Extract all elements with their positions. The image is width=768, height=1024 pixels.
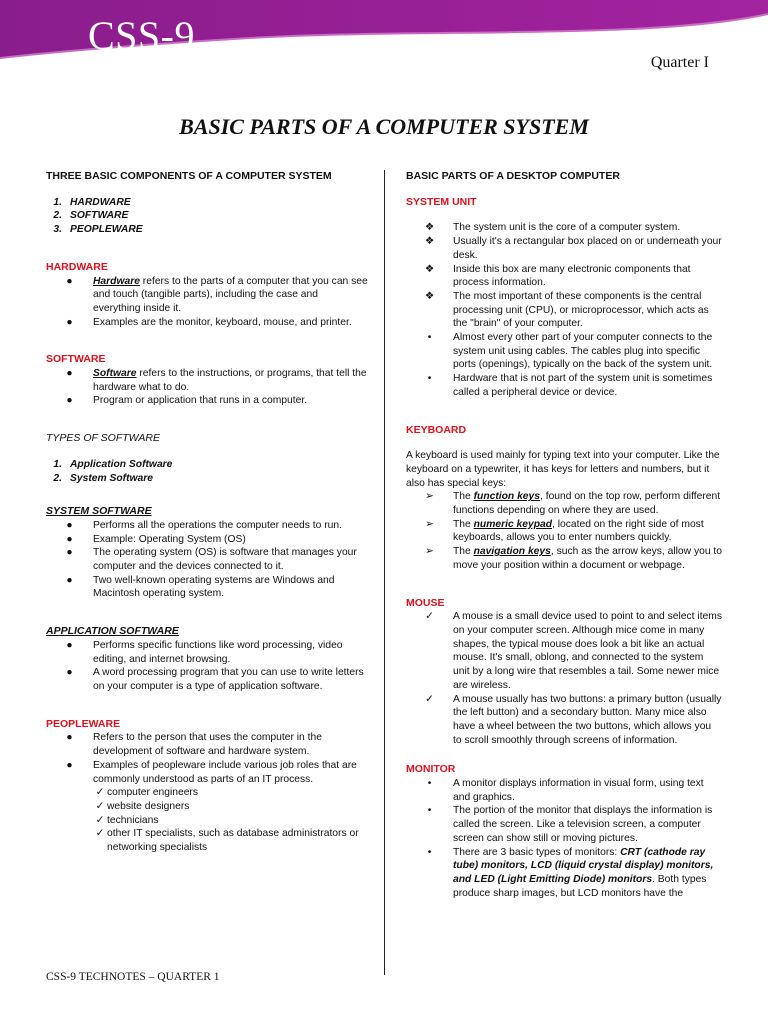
list-item: ● Performs specific functions like word processing, video editing, and internet browsing. xyxy=(66,639,343,665)
list-item: ✓ website designers xyxy=(95,800,190,812)
system-unit-list xyxy=(406,221,722,399)
list-item: 2. System Software xyxy=(53,472,153,484)
desktop-heading: BASIC PARTS OF A DESKTOP COMPUTER xyxy=(406,170,620,182)
keyboard-intro: A keyboard is used mainly for typing text into your computer. Like the keyboard on a typewriter, it has keys for letters and numbers, but it also has special keys: xyxy=(406,450,720,489)
peopleware-list xyxy=(46,731,368,786)
list-item: ● Examples of peopleware include various job roles that are commonly understood as parts of an IT process. xyxy=(66,759,357,785)
list-item: ✓ other IT specialists, such as database administrators or networking specialists xyxy=(95,828,359,854)
keyboard-heading: KEYBOARD xyxy=(406,423,467,436)
list-item: ● Program or application that runs in a computer. xyxy=(66,395,308,407)
list-item: ✓ technicians xyxy=(95,814,159,826)
list-item: • A monitor displays information in visual form, using text and graphics. xyxy=(427,778,704,803)
list-item: ● Software refers to the instructions, or programs, that tell the hardware what to do. xyxy=(66,368,367,393)
system-software-heading: SYSTEM SOFTWARE xyxy=(46,505,152,518)
list-item: ✓ A mouse usually has two buttons: a primary button (usually the left button) and a secondary button. Many mice also have a wheel between the two buttons, which allows you to scroll smoothly through screens of information. xyxy=(425,693,722,746)
keyboard-list xyxy=(406,490,722,572)
brand-title: CSS-9 xyxy=(88,13,195,58)
list-item: 2. SOFTWARE xyxy=(53,210,129,222)
list-item: ● Hardware refers to the parts of a computer that you can see and touch (tangible parts), including the case and everything inside it. xyxy=(66,275,368,314)
list-item: ➢ The function keys, found on the top row, perform different functions depending on where they are used. xyxy=(425,491,721,517)
components-heading: THREE BASIC COMPONENTS OF A COMPUTER SYSTEM xyxy=(46,170,332,182)
monitor-list xyxy=(406,777,722,900)
list-item: ❖ Usually it's a rectangular box placed on or underneath your desk. xyxy=(424,236,722,261)
list-item: ● Examples are the monitor, keyboard, mouse, and printer. xyxy=(66,316,352,328)
list-item: ❖ The system unit is the core of a computer system. xyxy=(424,222,681,234)
list-item: • Almost every other part of your computer connects to the system unit using cables. The cables plug into specific ports (openings), typically on the back of the system unit. xyxy=(427,332,713,371)
list-item: 1. HARDWARE xyxy=(53,196,131,208)
mouse-heading: MOUSE xyxy=(406,596,445,609)
list-item: ● A word processing program that you can use to write letters on your computer is a type of application software. xyxy=(66,667,364,692)
list-item: ● The operating system (OS) is software that manages your computer and the devices connected to it. xyxy=(66,547,357,573)
document-title: BASIC PARTS OF A COMPUTER SYSTEM xyxy=(179,114,589,139)
roles-list xyxy=(46,786,368,855)
application-software-heading: APPLICATION SOFTWARE xyxy=(46,625,179,638)
hardware-list xyxy=(46,275,368,330)
quarter-label: Quarter I xyxy=(650,54,709,71)
list-item: ➢ The navigation keys, such as the arrow keys, allow you to move your position within a document or webpage. xyxy=(425,546,722,571)
list-item: 1. Application Software xyxy=(53,458,173,470)
software-heading: SOFTWARE xyxy=(46,353,106,366)
column-divider xyxy=(384,170,385,975)
list-item: • Hardware that is not part of the system unit is sometimes called a peripheral device or device. xyxy=(427,373,713,398)
types-list xyxy=(46,458,368,485)
left-column xyxy=(46,170,368,855)
types-heading: TYPES OF SOFTWARE xyxy=(46,432,160,445)
list-item: 3. PEOPLEWARE xyxy=(53,224,143,236)
software-list xyxy=(46,367,368,408)
system-software-list xyxy=(46,519,368,601)
application-software-list xyxy=(46,639,368,694)
list-item: ● Two well-known operating systems are Windows and Macintosh operating system. xyxy=(66,574,335,600)
list-item: ● Performs all the operations the computer needs to run. xyxy=(66,519,342,531)
list-item: ✓ computer engineers xyxy=(95,787,199,799)
peopleware-heading: PEOPLEWARE xyxy=(46,717,121,730)
page-footer: CSS-9 TECHNOTES – QUARTER 1 xyxy=(46,971,220,983)
right-column xyxy=(406,170,722,900)
system-unit-heading: SYSTEM UNIT xyxy=(406,195,477,208)
list-item: ❖ The most important of these components is the central processing unit (CPU), or microprocessor, which acts as the "brain" of your computer. xyxy=(424,290,709,330)
components-list xyxy=(46,196,368,237)
list-item: • There are 3 basic types of monitors: CRT (cathode ray tube) monitors, LCD (liquid crystal display) monitors, and LED (Light Emitting Diode) monitors. Both types produce sharp images, but LCD monitors have the xyxy=(427,846,714,899)
mouse-list xyxy=(406,610,722,747)
list-item: ✓ A mouse is a small device used to point to and select items on your computer screen. Although mice come in many shapes, the typical mouse does look a bit like an actual mouse. It's small, oblong, and connected to the system unit by a long wire that resembles a tail. Some newer mice are wireless. xyxy=(425,611,723,691)
monitor-heading: MONITOR xyxy=(406,763,456,776)
list-item: ❖ Inside this box are many electronic components that process information. xyxy=(424,263,691,289)
list-item: ● Example: Operating System (OS) xyxy=(66,533,246,545)
list-item: ➢ The numeric keypad, located on the right side of most keyboards, allows you to enter numbers quickly. xyxy=(425,518,704,544)
list-item: ● Refers to the person that uses the computer in the development of software and hardware system. xyxy=(66,732,322,758)
hardware-heading: HARDWARE xyxy=(46,260,108,273)
list-item: • The portion of the monitor that displays the information is called the screen. Like a television screen, a computer screen can show still or moving pictures. xyxy=(427,805,713,844)
